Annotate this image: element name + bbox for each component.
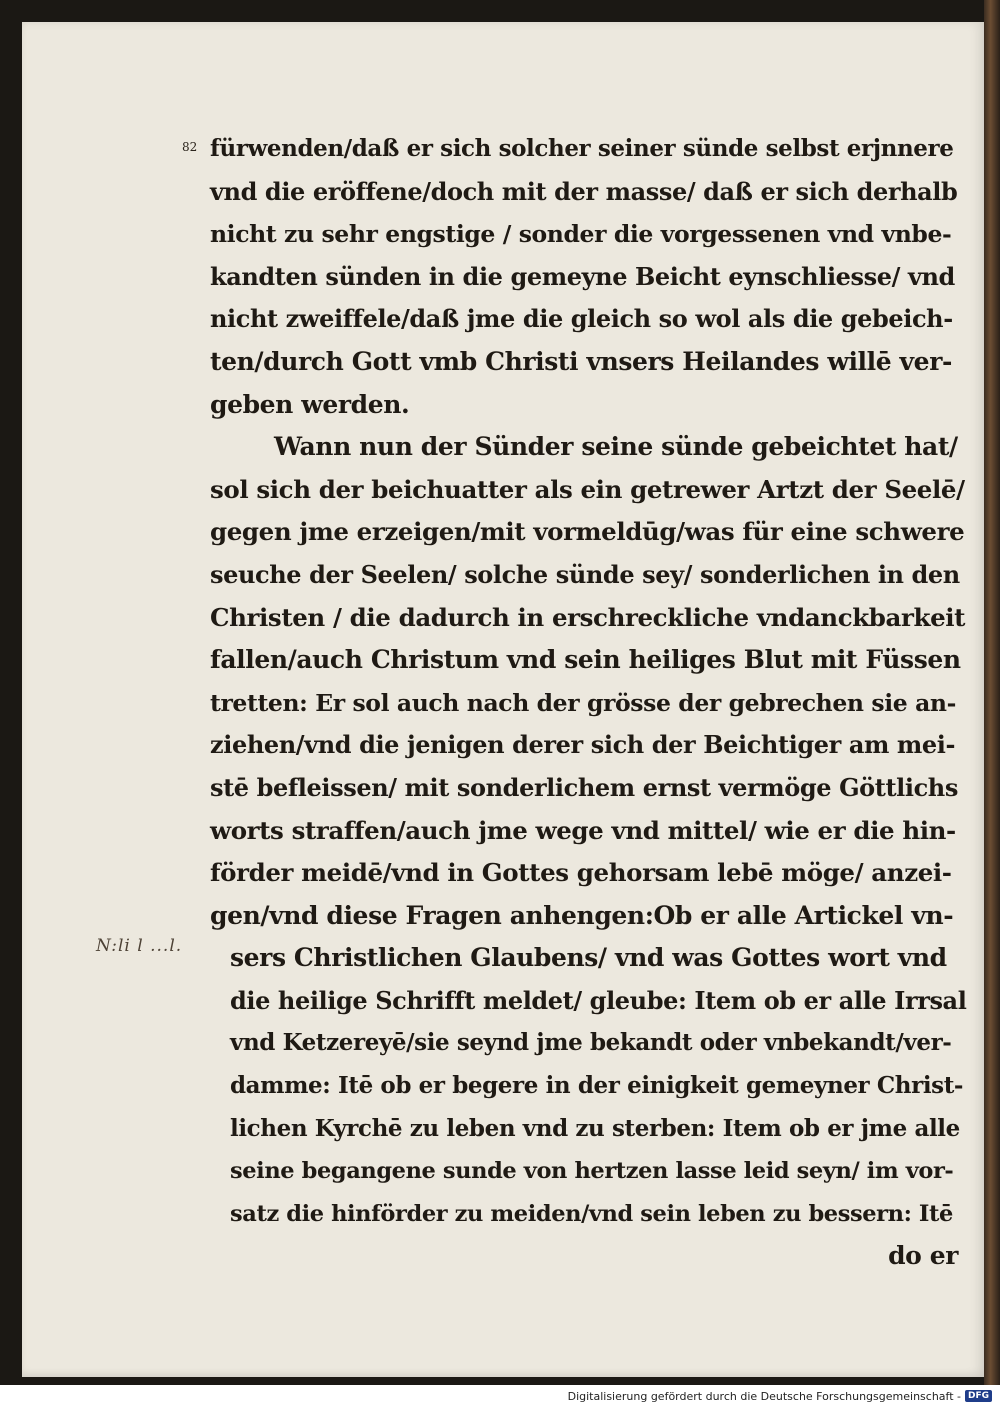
- text-line: ten/durch Gott vmb Christi vnsers Heilandes willē ver-: [210, 346, 952, 376]
- text-line: sol sich der beichuatter als ein getrewer Artzt der Seelē/: [210, 474, 965, 504]
- book-binding-edge: [984, 0, 1000, 1385]
- text-line: nicht zu sehr engstige / sonder die vorgessenen vnd vnbe-: [210, 220, 952, 249]
- catchword: do er: [888, 1241, 958, 1271]
- dfg-logo: DFG: [965, 1390, 992, 1402]
- margin-number: 82: [182, 140, 198, 154]
- body-text: [210, 128, 970, 1278]
- text-line: kandten sünden in die gemeyne Beicht eynschliesse/ vnd: [210, 261, 955, 291]
- text-line: sers Christlichen Glaubens/ vnd was Gottes wort vnd: [230, 943, 947, 973]
- text-line: stē befleissen/ mit sonderlichem ernst vermöge Göttlichs: [210, 772, 958, 802]
- text-line: satz die hinförder zu meiden/vnd sein leben zu bessern: Itē: [230, 1200, 953, 1227]
- marginal-handwritten-note: N:li l ...l.: [96, 936, 183, 956]
- text-line: fallen/auch Christum vnd sein heiliges Blut mit Füssen: [210, 645, 961, 675]
- text-line: nicht zweiffele/daß jme die gleich so wol als die gebeich-: [210, 304, 953, 334]
- text-line: damme: Itē ob er begere in der einigkeit gemeyner Christ-: [230, 1072, 964, 1100]
- text-line: vnd die eröffene/doch mit der masse/ daß er sich derhalb: [210, 176, 958, 206]
- text-line: gen/vnd diese Fragen anhengen:Ob er alle Artickel vn-: [210, 900, 954, 930]
- text-line: worts straffen/auch jme wege vnd mittel/ wie er die hin-: [210, 815, 956, 845]
- text-line: vnd Ketzereyē/sie seynd jme bekandt oder vnbekandt/ver-: [230, 1029, 952, 1057]
- text-line: tretten: Er sol auch nach der grösse der gebrechen sie an-: [210, 688, 956, 717]
- footer-text: Digitalisierung gefördert durch die Deutsche Forschungsgemeinschaft -: [567, 1389, 961, 1403]
- text-line: förder meidē/vnd in Gottes gehorsam lebē möge/ anzei-: [210, 858, 952, 888]
- text-line: Christen / die dadurch in erschreckliche vndanckbarkeit: [210, 602, 966, 632]
- footer-credit: [0, 1385, 1000, 1407]
- text-line: fürwenden/daß er sich solcher seiner sünde selbst erjnnere: [210, 135, 954, 162]
- text-line: die heilige Schrifft meldet/ gleube: Item ob er alle Irrsal: [230, 985, 967, 1015]
- text-line: ziehen/vnd die jenigen derer sich der Beichtiger am mei-: [210, 730, 956, 760]
- text-line: Wann nun der Sünder seine sünde gebeichtet hat/: [274, 432, 958, 462]
- text-line: seine begangene sunde von hertzen lasse leid seyn/ im vor-: [230, 1158, 954, 1185]
- book-page: [22, 22, 984, 1377]
- text-line: gegen jme erzeigen/mit vormeldūg/was für eine schwere: [210, 517, 965, 547]
- text-line: lichen Kyrchē zu leben vnd zu sterben: Item ob er jme alle: [230, 1114, 960, 1142]
- text-line: seuche der Seelen/ solche sünde sey/ sonderlichen in den: [210, 559, 960, 589]
- text-line: geben werden.: [210, 389, 410, 419]
